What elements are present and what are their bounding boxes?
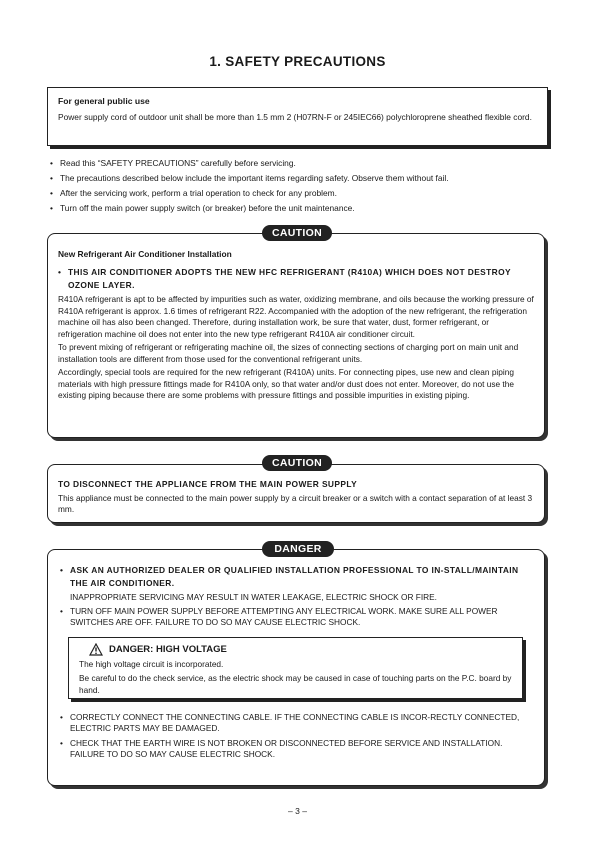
page-title: 1. SAFETY PRECAUTIONS	[209, 54, 386, 69]
high-voltage-header	[89, 643, 512, 656]
high-voltage-line: Be careful to do the check service, as the electric shock may be caused in case of touching parts on the P.C. board by hand.	[79, 673, 512, 695]
caution-paragraph: Accordingly, special tools are required for the new refrigerant (R410A) units. For connecting pipes, use new and clean piping materials with high pressure fittings made for R410A only, so that water and/or dust does not enter. Moreover, do not use the existing piping because there are some problems with pressure fittings and possible impurities in existing piping.	[58, 367, 514, 400]
high-voltage-box	[68, 637, 523, 699]
caution-heading: New Refrigerant Air Conditioner Installation	[58, 249, 232, 259]
caution-bullet: • THIS AIR CONDITIONER ADOPTS THE NEW HFC REFRIGERANT (R410A) WHICH DOES NOT DESTROY OZONE LAYER.	[58, 266, 534, 291]
caution-badge: CAUTION	[262, 225, 332, 241]
high-voltage-box-wrap	[68, 637, 523, 699]
intro-bullet-list	[50, 156, 545, 216]
high-voltage-line: The high voltage circuit is incorporated.	[79, 658, 224, 669]
general-public-heading: For general public use	[58, 96, 150, 106]
caution-panel-disconnect	[47, 464, 545, 523]
caution-paragraph: To prevent mixing of refrigerant or refrigerating machine oil, the sizes of connecting sections of charging port on main unit and installation tools are different from those used for the conventional refrigerant units.	[58, 342, 519, 364]
general-public-box	[47, 87, 548, 146]
intro-bullet: • Turn off the main power supply switch (or breaker) before the unit maintenance.	[50, 201, 545, 216]
danger-item: • TURN OFF MAIN POWER SUPPLY BEFORE ATTEMPTING ANY ELECTRICAL WORK. MAKE SURE ALL POWER SWITCHES ARE OFF. FAILURE TO DO SO MAY CAUSE ELECTRIC SHOCK.	[60, 606, 532, 629]
page-number: – 3 –	[288, 806, 307, 816]
warning-triangle-icon	[89, 643, 103, 656]
danger-item-bold: • ASK AN AUTHORIZED DEALER OR QUALIFIED INSTALLATION PROFESSIONAL TO IN-STALL/MAINTAIN THE AIR CONDITIONER.	[60, 564, 532, 589]
danger-panel	[47, 549, 545, 786]
danger-item-text: INAPPROPRIATE SERVICING MAY RESULT IN WATER LEAKAGE, ELECTRIC SHOCK OR FIRE.	[70, 592, 437, 602]
caution-text: This appliance must be connected to the main power supply by a circuit breaker or a switch with a contact separation of at least 3 mm.	[58, 492, 533, 514]
caution-paragraph: R410A refrigerant is apt to be affected by impurities such as water, oxidizing membrane, and oils because the working pressure of R410A refrigerant is approx. 1.6 times of refrigerant R22. Accompanied with the adoption of the new refrigerant, the refrigeration machine oil has also been changed. Therefore, during installation work, be sure that water, dust, former refrigerant, or refrigeration machine oil does not enter into the new type refrigerant R410A air conditioner circuit.	[58, 294, 534, 339]
intro-bullet: • After the servicing work, perform a trial operation to check for any problem.	[50, 186, 545, 201]
high-voltage-title: DANGER: HIGH VOLTAGE	[109, 643, 227, 655]
danger-item: • CHECK THAT THE EARTH WIRE IS NOT BROKEN OR DISCONNECTED BEFORE SERVICE AND INSTALLATION. FAILURE TO DO SO MAY CAUSE ELECTRIC SHOCK.	[60, 738, 532, 761]
caution-heading: TO DISCONNECT THE APPLIANCE FROM THE MAIN POWER SUPPLY	[58, 479, 358, 489]
caution-badge: CAUTION	[262, 455, 332, 471]
general-public-text: Power supply cord of outdoor unit shall be more than 1.5 mm 2 (H07RN-F or 245IEC66) polychloroprene sheathed flexible cord.	[58, 112, 532, 122]
intro-bullet: • Read this “SAFETY PRECAUTIONS” carefully before servicing.	[50, 156, 545, 171]
danger-badge: DANGER	[262, 541, 334, 557]
danger-item: • CORRECTLY CONNECT THE CONNECTING CABLE. IF THE CONNECTING CABLE IS INCOR-RECTLY CONNECTED, ELECTRIC PARTS MAY BE DAMAGED.	[60, 712, 532, 735]
caution-panel-refrigerant	[47, 233, 545, 438]
intro-bullet: • The precautions described below include the important items regarding safety. Observe them without fail.	[50, 171, 545, 186]
